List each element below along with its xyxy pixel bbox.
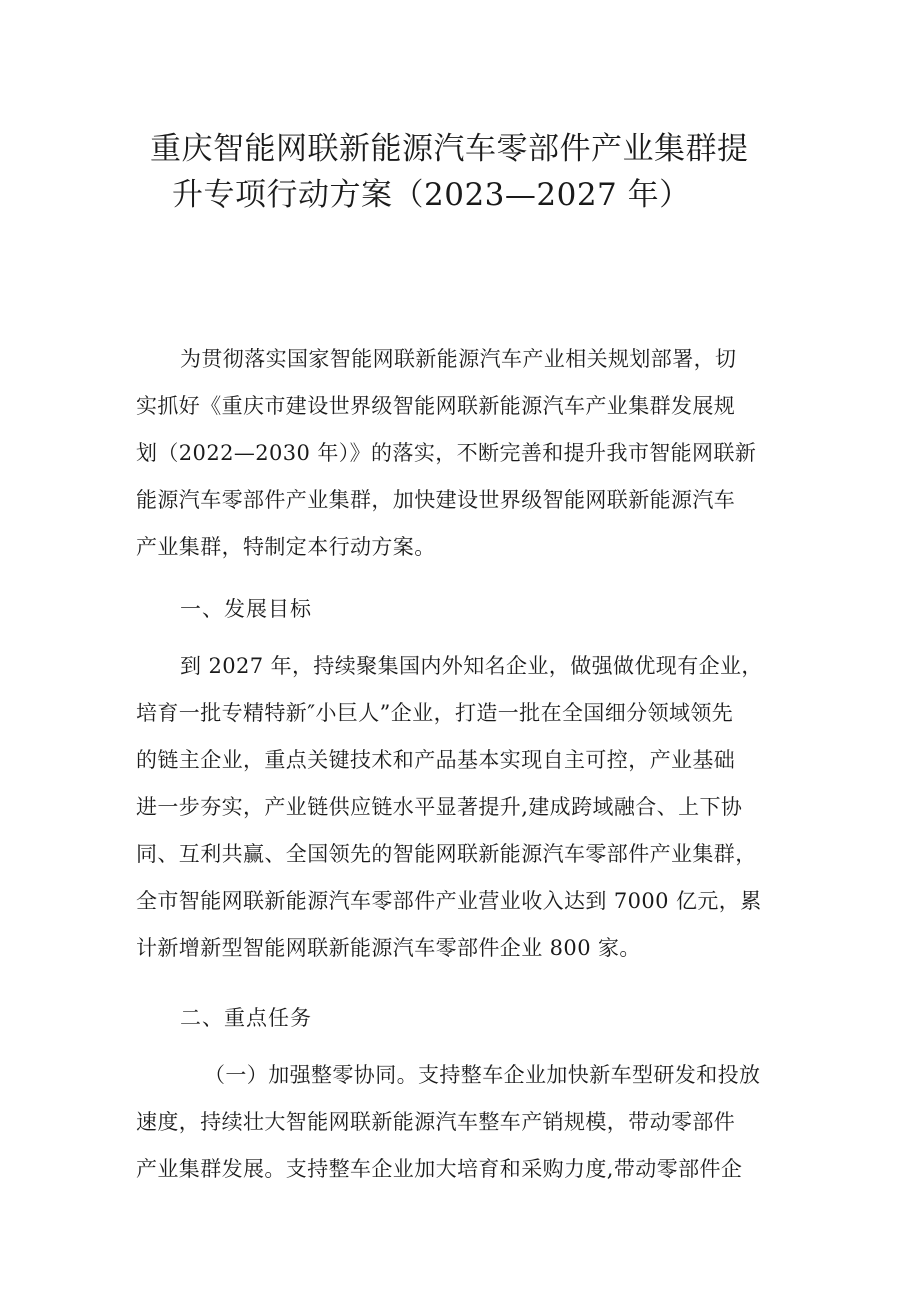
text-line: 为贯彻落实国家智能网联新能源汽车产业相关规划部署，切 <box>180 347 737 371</box>
title-line-1: 重庆智能网联新能源汽车零部件产业集群提 <box>150 131 749 167</box>
goals-paragraph <box>136 643 796 972</box>
section-heading-tasks: 二、重点任务 <box>180 1006 312 1030</box>
text-line: 全市智能网联新能源汽车零部件产业营业收入达到 7000 亿元，累 <box>136 889 762 913</box>
intro-paragraph <box>136 336 796 571</box>
text-line: 实抓好《重庆市建设世界级智能网联新能源汽车产业集群发展规 <box>136 394 736 418</box>
text-line: 的链主企业，重点关键技术和产品基本实现自主可控，产业基础 <box>136 748 736 772</box>
text-line: 计新增新型智能网联新能源汽车零部件企业 800 家。 <box>136 936 641 960</box>
section-heading-goals: 一、发展目标 <box>180 597 312 621</box>
text-line: 产业集群，特制定本行动方案。 <box>136 535 436 559</box>
text-line: 速度，持续壮大智能网联新能源汽车整车产销规模，带动零部件 <box>136 1110 736 1134</box>
text-line: 到 2027 年，持续聚集国内外知名企业，做强做优现有企业， <box>180 654 763 678</box>
title-line-2: 升专项行动方案（2023—2027 年） <box>172 177 691 213</box>
document-title <box>150 126 790 218</box>
text-line: （一）加强整零协同。支持整车企业加快新车型研发和投放 <box>204 1063 761 1087</box>
text-line: 进一步夯实，产业链供应链水平显著提升,建成跨域融合、上下协 <box>136 795 743 819</box>
task-paragraph <box>136 1052 796 1193</box>
text-line: 划（2022—2030 年）》的落实，不断完善和提升我市智能网联新 <box>136 441 757 465</box>
text-line: 能源汽车零部件产业集群，加快建设世界级智能网联新能源汽车 <box>136 488 736 512</box>
text-line: 同、互利共赢、全国领先的智能网联新能源汽车零部件产业集群， <box>136 842 757 866</box>
text-line: 培育一批专精特新″小巨人”企业，打造一批在全国细分领域领先 <box>136 701 734 725</box>
text-line: 产业集群发展。支持整车企业加大培育和采购力度,带动零部件企 <box>136 1157 743 1181</box>
